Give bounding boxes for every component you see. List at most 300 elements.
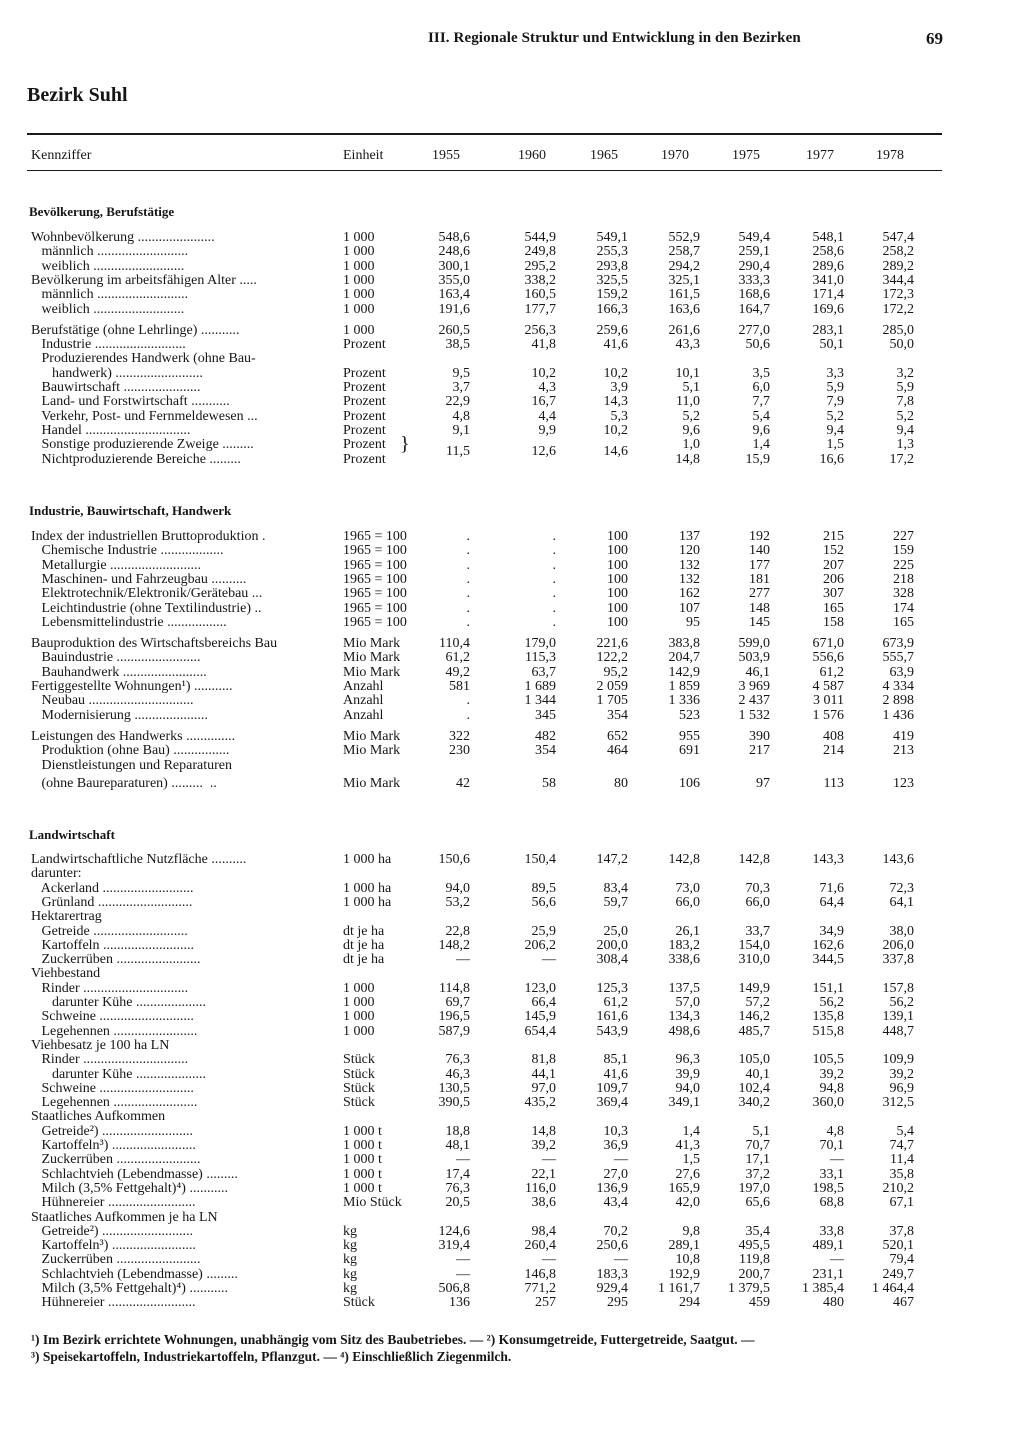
cell-value: 489,1 bbox=[812, 1238, 844, 1254]
cell-value: — bbox=[542, 1252, 556, 1268]
cell-value: 63,9 bbox=[889, 664, 914, 680]
cell-value: 56,2 bbox=[889, 995, 914, 1010]
cell-value: 145 bbox=[749, 614, 770, 630]
row-label: Sonstige produzierende Zweige ......... bbox=[31, 437, 254, 453]
row-unit: 1 000 bbox=[343, 287, 375, 303]
row-label: Landwirtschaftliche Nutzfläche .......... bbox=[31, 852, 247, 867]
chapter-title: III. Regionale Struktur und Entwicklung in den Bezirken bbox=[428, 30, 801, 46]
row-unit: Prozent bbox=[343, 408, 386, 424]
cell-value: 94,0 bbox=[445, 880, 470, 896]
cell-value: 1 436 bbox=[882, 707, 914, 723]
cell-value: 200,7 bbox=[738, 1266, 770, 1282]
cell-value: — bbox=[456, 952, 470, 968]
cell-value: 215 bbox=[823, 529, 844, 544]
cell-value: 148 bbox=[749, 600, 770, 616]
row-label: Legehennen ........................ bbox=[31, 1023, 198, 1039]
cell-value: 408 bbox=[823, 728, 844, 744]
table-row bbox=[0, 1139, 1024, 1153]
row-label: Industrie .......................... bbox=[31, 337, 186, 353]
row-unit: 1965 = 100 bbox=[343, 557, 407, 573]
cell-value: 691 bbox=[679, 743, 700, 759]
cell-value: 50,0 bbox=[889, 337, 914, 353]
cell-value: 61,2 bbox=[819, 664, 844, 680]
row-label: Milch (3,5% Fettgehalt)⁴) ........... bbox=[31, 1281, 228, 1296]
cell-value: 294 bbox=[679, 1295, 700, 1311]
row-unit: 1 000 t bbox=[343, 1138, 382, 1153]
table-row bbox=[0, 1010, 1024, 1024]
row-label: Maschinen- und Fahrzeugbau .......... bbox=[31, 571, 247, 587]
cell-value: 192,9 bbox=[668, 1266, 700, 1282]
row-label: Milch (3,5% Fettgehalt)⁴) ........... bbox=[31, 1180, 228, 1196]
cell-value: 1,4 bbox=[682, 1123, 700, 1139]
cell-value: 1 161,7 bbox=[658, 1281, 700, 1296]
row-unit: 1 000 bbox=[343, 995, 375, 1010]
table-row bbox=[0, 587, 1024, 601]
row-label: Bauindustrie ........................ bbox=[31, 650, 201, 666]
cell-value: 124,6 bbox=[438, 1223, 470, 1239]
row-unit: 1965 = 100 bbox=[343, 571, 407, 587]
cell-value: 4 334 bbox=[882, 679, 914, 694]
cell-value: 115,3 bbox=[525, 650, 556, 666]
cell-value: 1,5 bbox=[826, 437, 844, 453]
cell-value: 33,1 bbox=[819, 1166, 844, 1182]
row-unit: 1 000 bbox=[343, 301, 375, 317]
cell-value: 556,6 bbox=[812, 650, 844, 666]
cell-value: 543,9 bbox=[596, 1023, 628, 1039]
cell-value: 249,8 bbox=[524, 244, 556, 260]
cell-value: 172,2 bbox=[882, 301, 914, 317]
cell-value: 295 bbox=[607, 1295, 628, 1311]
table-row bbox=[0, 544, 1024, 558]
row-label: Produktion (ohne Bau) ................ bbox=[31, 743, 230, 759]
cell-value: 257 bbox=[535, 1295, 556, 1311]
cell-value: . bbox=[466, 586, 470, 602]
cell-value: 26,1 bbox=[675, 923, 700, 939]
row-label: Kartoffeln³) ........................ bbox=[31, 1138, 196, 1153]
row-unit: Stück bbox=[343, 1295, 375, 1311]
cell-value: 33,7 bbox=[745, 923, 770, 939]
row-label: Verkehr, Post- und Fernmeldewesen ... bbox=[31, 408, 258, 424]
cell-value: 307 bbox=[823, 586, 844, 602]
cell-value: 4,3 bbox=[538, 380, 556, 395]
cell-value: 9,4 bbox=[826, 422, 844, 438]
cell-value: 3,7 bbox=[452, 380, 470, 395]
row-label: Produzierendes Handwerk (ohne Bau- bbox=[31, 351, 256, 367]
cell-value: 64,1 bbox=[889, 894, 914, 910]
cell-value: 132 bbox=[679, 571, 700, 587]
cell-value: 135,8 bbox=[812, 1009, 844, 1025]
cell-value: 122,2 bbox=[596, 650, 628, 666]
cell-value: 210,2 bbox=[882, 1180, 914, 1196]
cell-value: 10,1 bbox=[675, 365, 700, 381]
row-unit: Mio Mark bbox=[343, 743, 401, 759]
cell-value: 35,8 bbox=[889, 1166, 914, 1182]
cell-value: 206 bbox=[823, 571, 844, 587]
cell-value: 5,1 bbox=[752, 1123, 770, 1139]
cell-value: 105,5 bbox=[812, 1052, 844, 1068]
table-row bbox=[0, 1068, 1024, 1082]
row-label: Metallurgie .......................... bbox=[31, 557, 202, 573]
cell-value: 7,7 bbox=[752, 394, 770, 410]
row-label: darunter Kühe .................... bbox=[31, 1066, 206, 1082]
row-label: handwerk) ......................... bbox=[31, 365, 203, 381]
cell-value: 256,3 bbox=[524, 322, 556, 338]
row-label: darunter: bbox=[31, 866, 82, 882]
cell-value: 2 059 bbox=[596, 679, 628, 694]
cell-value: 355,0 bbox=[438, 272, 470, 288]
cell-value: 16,7 bbox=[531, 394, 556, 410]
cell-value: 70,7 bbox=[745, 1138, 770, 1153]
cell-value: 74,7 bbox=[889, 1138, 914, 1153]
cell-value: 143,3 bbox=[812, 852, 844, 867]
table-row bbox=[0, 744, 1024, 758]
row-label: Schweine ........................... bbox=[31, 1009, 194, 1025]
cell-value: 5,4 bbox=[752, 408, 770, 424]
table-row bbox=[0, 1253, 1024, 1267]
cell-value: . bbox=[466, 543, 470, 559]
cell-value: 227 bbox=[893, 529, 914, 544]
cell-value: 38,0 bbox=[889, 923, 914, 939]
cell-value: 14,6 bbox=[603, 444, 628, 460]
cell-value: . bbox=[552, 543, 556, 559]
cell-value: — bbox=[830, 1252, 844, 1268]
column-header-year: 1960 bbox=[518, 148, 546, 163]
cell-value: 1 576 bbox=[812, 707, 844, 723]
cell-value: 169,6 bbox=[812, 301, 844, 317]
row-unit: 1965 = 100 bbox=[343, 543, 407, 559]
cell-value: 9,6 bbox=[682, 422, 700, 438]
column-header-year: 1978 bbox=[876, 148, 904, 163]
cell-value: 295,2 bbox=[524, 258, 556, 274]
cell-value: 11,0 bbox=[676, 394, 700, 410]
table-row bbox=[0, 1282, 1024, 1296]
cell-value: 53,2 bbox=[445, 894, 470, 910]
cell-value: 654,4 bbox=[524, 1023, 556, 1039]
cell-value: 5,2 bbox=[682, 408, 700, 424]
cell-value: . bbox=[466, 557, 470, 573]
row-label: Getreide ........................... bbox=[31, 923, 188, 939]
cell-value: 14,8 bbox=[675, 451, 700, 467]
table-row bbox=[0, 1082, 1024, 1096]
cell-value: 76,3 bbox=[445, 1052, 470, 1068]
cell-value: 3,2 bbox=[896, 365, 914, 381]
cell-value: 164,7 bbox=[738, 301, 770, 317]
cell-value: 41,6 bbox=[603, 337, 628, 353]
cell-value: 177 bbox=[749, 557, 770, 573]
row-label: weiblich .......................... bbox=[31, 258, 185, 274]
column-header-year: 1975 bbox=[732, 148, 760, 163]
cell-value: 354 bbox=[535, 743, 556, 759]
table-row bbox=[0, 1053, 1024, 1067]
cell-value: 390 bbox=[749, 728, 770, 744]
table-row bbox=[0, 352, 1024, 366]
cell-value: — bbox=[542, 952, 556, 968]
cell-value: 18,8 bbox=[445, 1123, 470, 1139]
cell-value: 33,8 bbox=[819, 1223, 844, 1239]
row-unit: Prozent bbox=[343, 437, 386, 453]
cell-value: 260,5 bbox=[438, 322, 470, 338]
cell-value: 955 bbox=[679, 728, 700, 744]
row-unit: 1 000 bbox=[343, 230, 375, 245]
cell-value: 360,0 bbox=[812, 1095, 844, 1111]
cell-value: 142,9 bbox=[668, 664, 700, 680]
cell-value: 5,9 bbox=[896, 380, 914, 395]
cell-value: 552,9 bbox=[668, 230, 700, 245]
cell-value: 41,8 bbox=[531, 337, 556, 353]
row-unit: Prozent bbox=[343, 337, 386, 353]
row-label: Ackerland .......................... bbox=[31, 880, 194, 896]
table-row bbox=[0, 424, 1024, 438]
cell-value: 70,2 bbox=[603, 1223, 628, 1239]
row-label: Zuckerrüben ........................ bbox=[31, 952, 201, 968]
table-row bbox=[0, 759, 1024, 773]
row-label: Leichtindustrie (ohne Textilindustrie) .. bbox=[31, 600, 262, 616]
cell-value: 495,5 bbox=[738, 1238, 770, 1254]
row-label: Kartoffeln .......................... bbox=[31, 937, 195, 953]
cell-value: 37,8 bbox=[889, 1223, 914, 1239]
cell-value: 25,9 bbox=[531, 923, 556, 939]
cell-value: 22,1 bbox=[531, 1166, 556, 1182]
table-row bbox=[0, 1125, 1024, 1139]
cell-value: 325,1 bbox=[668, 272, 700, 288]
table-row bbox=[0, 1239, 1024, 1253]
column-header-indicator: Kennziffer bbox=[31, 148, 92, 163]
cell-value: 95,2 bbox=[603, 664, 628, 680]
cell-value: 94,0 bbox=[675, 1080, 700, 1096]
table-row bbox=[0, 616, 1024, 630]
table-row bbox=[0, 395, 1024, 409]
table-row bbox=[0, 694, 1024, 708]
cell-value: 337,8 bbox=[882, 952, 914, 968]
row-unit: kg bbox=[343, 1266, 357, 1282]
cell-value: 231,1 bbox=[812, 1266, 844, 1282]
cell-value: 322 bbox=[449, 728, 470, 744]
cell-value: 599,0 bbox=[738, 636, 770, 652]
cell-value: 98,4 bbox=[531, 1223, 556, 1239]
row-unit: Prozent bbox=[343, 422, 386, 438]
cell-value: 12,6 bbox=[531, 444, 556, 460]
cell-value: 171,4 bbox=[812, 287, 844, 303]
cell-value: 161,6 bbox=[596, 1009, 628, 1025]
cell-value: 35,4 bbox=[745, 1223, 770, 1239]
page-title: Bezirk Suhl bbox=[27, 84, 128, 106]
cell-value: 38,5 bbox=[445, 337, 470, 353]
table-row bbox=[0, 1039, 1024, 1053]
row-unit: 1 000 ha bbox=[343, 852, 392, 867]
row-label: Schlachtvieh (Lebendmasse) ......... bbox=[31, 1266, 238, 1282]
cell-value: 328 bbox=[893, 586, 914, 602]
cell-value: 70,3 bbox=[745, 880, 770, 896]
cell-value: 289,1 bbox=[668, 1238, 700, 1254]
row-unit: Prozent bbox=[343, 394, 386, 410]
cell-value: 163,6 bbox=[668, 301, 700, 317]
table-row bbox=[0, 1096, 1024, 1110]
table-row bbox=[0, 896, 1024, 910]
cell-value: 81,8 bbox=[531, 1052, 556, 1068]
row-label: Elektrotechnik/Elektronik/Gerätebau ... bbox=[31, 586, 263, 602]
row-label: Nichtproduzierende Bereiche ......... bbox=[31, 451, 241, 467]
table-row bbox=[0, 925, 1024, 939]
cell-value: 159 bbox=[893, 543, 914, 559]
table-row bbox=[0, 1196, 1024, 1210]
column-header-unit: Einheit bbox=[343, 148, 384, 163]
cell-value: 9,4 bbox=[896, 422, 914, 438]
cell-value: 207 bbox=[823, 557, 844, 573]
cell-value: — bbox=[614, 1252, 628, 1268]
cell-value: 43,4 bbox=[603, 1195, 628, 1211]
cell-value: 547,4 bbox=[882, 230, 914, 245]
cell-value: 289,6 bbox=[812, 258, 844, 274]
cell-value: 159,2 bbox=[596, 287, 628, 303]
cell-value: 152 bbox=[823, 543, 844, 559]
footnotes bbox=[31, 1331, 951, 1365]
footnote-line: ³) Speisekartoffeln, Industriekartoffeln, Pflanzgut. — ⁴) Einschließlich Ziegenmilch. bbox=[31, 1349, 512, 1364]
table-row bbox=[0, 453, 1024, 467]
cell-value: 419 bbox=[893, 728, 914, 744]
table-row bbox=[0, 260, 1024, 274]
table-row bbox=[0, 410, 1024, 424]
cell-value: 107 bbox=[679, 600, 700, 616]
cell-value: 40,1 bbox=[745, 1066, 770, 1082]
cell-value: 27,0 bbox=[603, 1166, 628, 1182]
cell-value: 183,2 bbox=[668, 937, 700, 953]
cell-value: 290,4 bbox=[738, 258, 770, 274]
table-row bbox=[0, 910, 1024, 924]
cell-value: 94,8 bbox=[819, 1080, 844, 1096]
cell-value: 260,4 bbox=[524, 1238, 556, 1254]
cell-value: 283,1 bbox=[812, 322, 844, 338]
cell-value: 96,3 bbox=[675, 1052, 700, 1068]
cell-value: 63,7 bbox=[531, 664, 556, 680]
cell-value: 369,4 bbox=[596, 1095, 628, 1111]
row-unit: kg bbox=[343, 1223, 357, 1239]
table-row bbox=[0, 666, 1024, 680]
cell-value: 22,9 bbox=[445, 394, 470, 410]
row-unit: 1 000 ha bbox=[343, 894, 392, 910]
cell-value: 71,6 bbox=[819, 880, 844, 896]
cell-value: 498,6 bbox=[668, 1023, 700, 1039]
cell-value: 258,2 bbox=[882, 244, 914, 260]
cell-value: 344,4 bbox=[882, 272, 914, 288]
cell-value: 89,5 bbox=[531, 880, 556, 896]
cell-value: 480 bbox=[823, 1295, 844, 1311]
cell-value: 1 464,4 bbox=[872, 1281, 914, 1296]
cell-value: 325,5 bbox=[596, 272, 628, 288]
cell-value: 308,4 bbox=[596, 952, 628, 968]
column-header-year: 1965 bbox=[590, 148, 618, 163]
cell-value: 338,2 bbox=[524, 272, 556, 288]
cell-value: 4,8 bbox=[826, 1123, 844, 1139]
cell-value: 39,2 bbox=[889, 1066, 914, 1082]
row-unit: 1 000 bbox=[343, 272, 375, 288]
table-row bbox=[0, 1225, 1024, 1239]
row-unit: 1 000 t bbox=[343, 1180, 382, 1196]
row-unit: kg bbox=[343, 1238, 357, 1254]
row-label: Kartoffeln³) ........................ bbox=[31, 1238, 196, 1254]
cell-value: 110,4 bbox=[439, 636, 470, 652]
cell-value: 136,9 bbox=[596, 1180, 628, 1196]
cell-value: 544,9 bbox=[524, 230, 556, 245]
cell-value: 277 bbox=[749, 586, 770, 602]
cell-value: 2 898 bbox=[882, 693, 914, 709]
cell-value: 149,9 bbox=[738, 980, 770, 996]
cell-value: 467 bbox=[893, 1295, 914, 1311]
cell-value: 1 705 bbox=[596, 693, 628, 709]
table-row bbox=[0, 602, 1024, 616]
cell-value: 341,0 bbox=[812, 272, 844, 288]
table-row bbox=[0, 274, 1024, 288]
cell-value: 36,9 bbox=[603, 1138, 628, 1153]
table-row bbox=[0, 1153, 1024, 1167]
cell-value: 114,8 bbox=[439, 980, 470, 996]
table-row bbox=[0, 967, 1024, 981]
cell-value: 206,0 bbox=[882, 937, 914, 953]
cell-value: 1 689 bbox=[524, 679, 556, 694]
cell-value: 3,5 bbox=[752, 365, 770, 381]
cell-value: . bbox=[552, 586, 556, 602]
row-unit: dt je ha bbox=[343, 952, 385, 968]
cell-value: 258,6 bbox=[812, 244, 844, 260]
row-unit: 1 000 t bbox=[343, 1152, 382, 1168]
cell-value: 464 bbox=[607, 743, 628, 759]
cell-value: — bbox=[830, 1152, 844, 1168]
table-row bbox=[0, 559, 1024, 573]
row-label: Bauwirtschaft ...................... bbox=[31, 380, 201, 395]
row-label: Staatliches Aufkommen je ha LN bbox=[31, 1209, 218, 1225]
cell-value: . bbox=[552, 571, 556, 587]
cell-value: 289,2 bbox=[882, 258, 914, 274]
row-label: Bevölkerung im arbeitsfähigen Alter ..... bbox=[31, 272, 257, 288]
cell-value: 100 bbox=[607, 529, 628, 544]
cell-value: 1 532 bbox=[738, 707, 770, 723]
cell-value: 929,4 bbox=[596, 1281, 628, 1296]
cell-value: 64,4 bbox=[819, 894, 844, 910]
cell-value: 56,6 bbox=[531, 894, 556, 910]
cell-value: 204,7 bbox=[668, 650, 700, 666]
cell-value: 132 bbox=[679, 557, 700, 573]
cell-value: — bbox=[456, 1266, 470, 1282]
cell-value: 158 bbox=[823, 614, 844, 630]
cell-value: 344,5 bbox=[812, 952, 844, 968]
row-label: Schweine ........................... bbox=[31, 1080, 194, 1096]
cell-value: 50,1 bbox=[819, 337, 844, 353]
table-row bbox=[0, 996, 1024, 1010]
row-label: Dienstleistungen und Reparaturen bbox=[31, 757, 233, 773]
cell-value: 66,0 bbox=[675, 894, 700, 910]
cell-value: 106 bbox=[679, 775, 700, 791]
cell-value: 2 437 bbox=[738, 693, 770, 709]
cell-value: 109,9 bbox=[882, 1052, 914, 1068]
cell-value: 581 bbox=[449, 679, 470, 694]
cell-value: 181 bbox=[749, 571, 770, 587]
cell-value: 5,1 bbox=[682, 380, 700, 395]
cell-value: 41,3 bbox=[675, 1138, 700, 1153]
cell-value: 165,9 bbox=[668, 1180, 700, 1196]
cell-value: . bbox=[466, 693, 470, 709]
cell-value: 5,2 bbox=[896, 408, 914, 424]
cell-value: 345 bbox=[535, 707, 556, 723]
section-title: Landwirtschaft bbox=[29, 827, 115, 842]
cell-value: 120 bbox=[679, 543, 700, 559]
cell-value: . bbox=[466, 614, 470, 630]
row-label: Fertiggestellte Wohnungen¹) ........... bbox=[31, 679, 233, 694]
row-label: Hühnereier ......................... bbox=[31, 1195, 196, 1211]
cell-value: 57,2 bbox=[745, 995, 770, 1010]
cell-value: . bbox=[466, 529, 470, 544]
cell-value: 225 bbox=[893, 557, 914, 573]
cell-value: 587,9 bbox=[438, 1023, 470, 1039]
cell-value: 142,8 bbox=[668, 852, 700, 867]
